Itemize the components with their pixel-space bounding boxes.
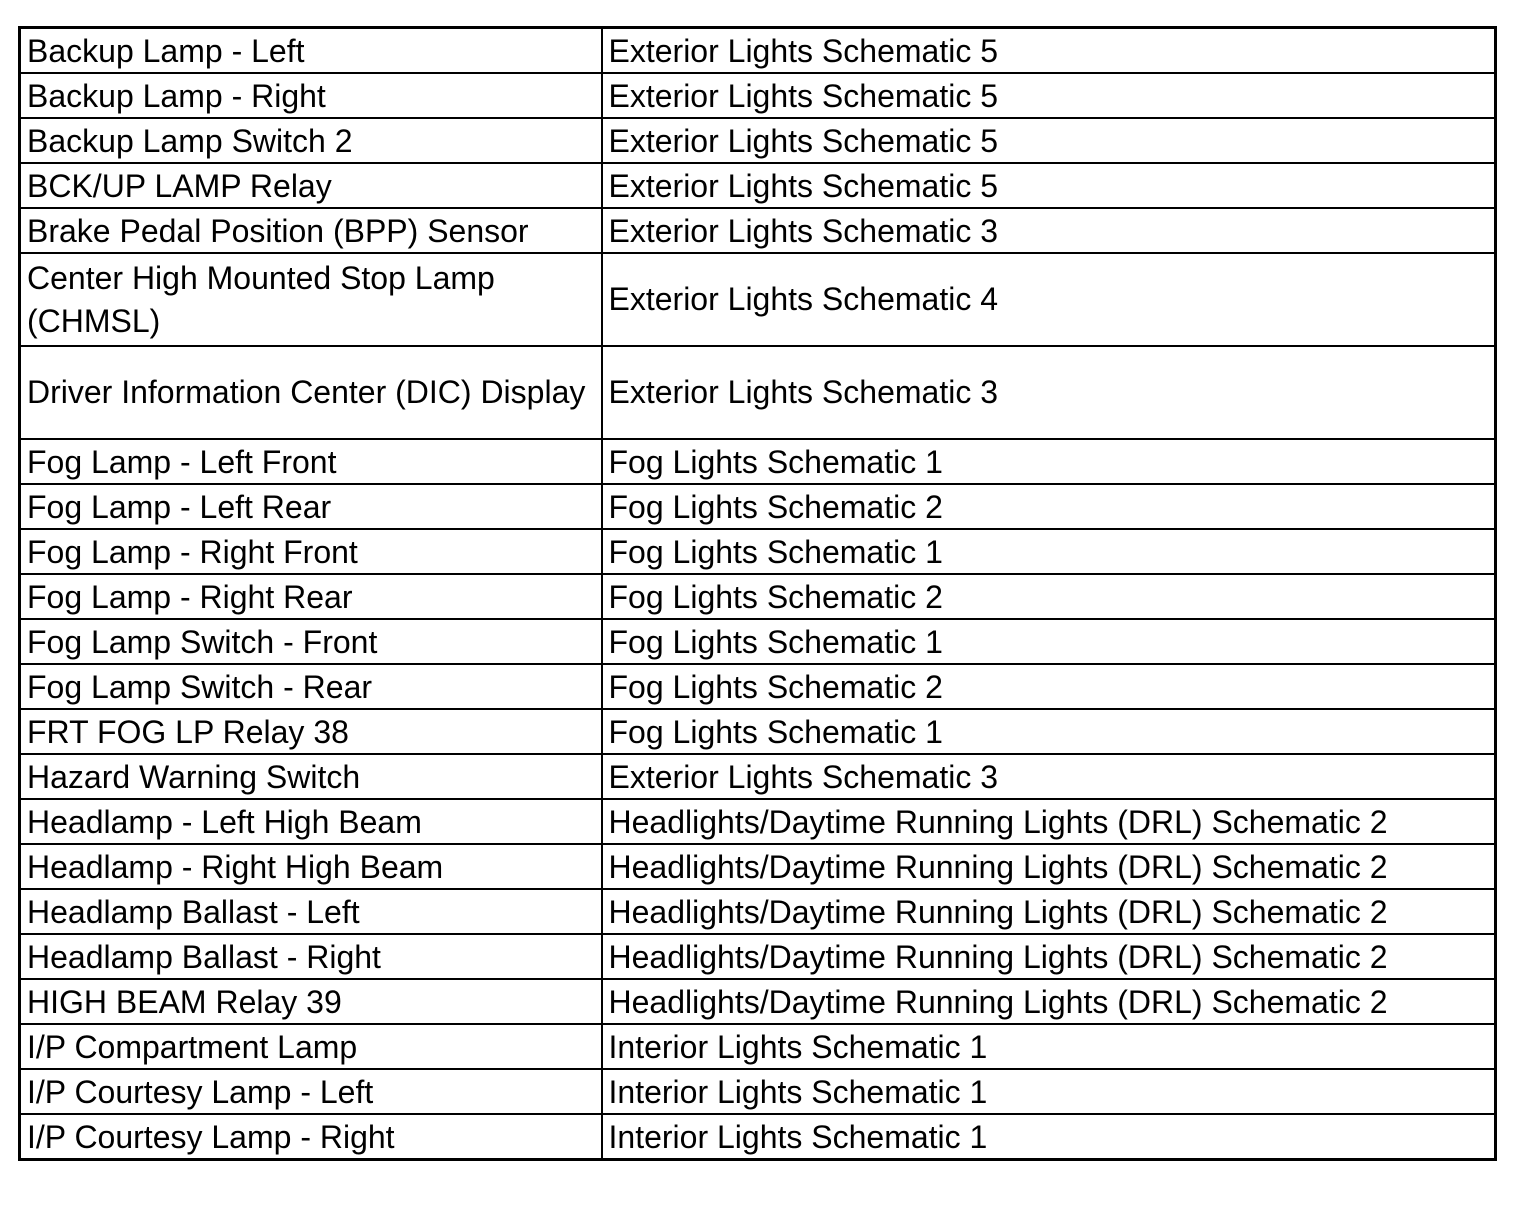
table-row (20, 844, 1496, 889)
table-row (20, 529, 1496, 574)
component-cell: Fog Lamp Switch - Rear (20, 664, 602, 709)
table-row (20, 1114, 1496, 1160)
table-row (20, 664, 1496, 709)
schematic-cell: Headlights/Daytime Running Lights (DRL) Schematic 2 (602, 844, 1496, 889)
schematic-cell: Fog Lights Schematic 1 (602, 619, 1496, 664)
table-row (20, 439, 1496, 484)
schematic-cell: Exterior Lights Schematic 5 (602, 118, 1496, 163)
component-cell: Headlamp - Left High Beam (20, 799, 602, 844)
table-row (20, 118, 1496, 163)
table-row (20, 934, 1496, 979)
component-cell: I/P Compartment Lamp (20, 1024, 602, 1069)
component-cell: Brake Pedal Position (BPP) Sensor (20, 208, 602, 253)
schematic-cell: Fog Lights Schematic 2 (602, 574, 1496, 619)
table-row (20, 754, 1496, 799)
schematic-cell: Headlights/Daytime Running Lights (DRL) Schematic 2 (602, 979, 1496, 1024)
component-cell: Center High Mounted Stop Lamp (CHMSL) (20, 253, 602, 346)
schematic-cell: Fog Lights Schematic 2 (602, 664, 1496, 709)
schematic-cell: Interior Lights Schematic 1 (602, 1024, 1496, 1069)
schematic-cell: Exterior Lights Schematic 5 (602, 28, 1496, 74)
table-row (20, 574, 1496, 619)
component-cell: Backup Lamp - Right (20, 73, 602, 118)
schematic-cell: Exterior Lights Schematic 3 (602, 754, 1496, 799)
component-cell: Fog Lamp - Left Rear (20, 484, 602, 529)
table-row (20, 28, 1496, 74)
table-row (20, 889, 1496, 934)
component-cell: Driver Information Center (DIC) Display (20, 346, 602, 439)
component-cell: HIGH BEAM Relay 39 (20, 979, 602, 1024)
table-body (20, 28, 1496, 1160)
schematic-cell: Headlights/Daytime Running Lights (DRL) Schematic 2 (602, 889, 1496, 934)
component-cell: Backup Lamp - Left (20, 28, 602, 74)
component-cell: I/P Courtesy Lamp - Right (20, 1114, 602, 1160)
table-row (20, 73, 1496, 118)
schematic-cell: Fog Lights Schematic 1 (602, 529, 1496, 574)
table-row (20, 163, 1496, 208)
table-row (20, 1069, 1496, 1114)
schematic-cell: Exterior Lights Schematic 3 (602, 208, 1496, 253)
component-cell: I/P Courtesy Lamp - Left (20, 1069, 602, 1114)
table-row (20, 799, 1496, 844)
schematic-cell: Exterior Lights Schematic 5 (602, 163, 1496, 208)
table-row (20, 709, 1496, 754)
schematic-cell: Headlights/Daytime Running Lights (DRL) Schematic 2 (602, 934, 1496, 979)
component-cell: Fog Lamp - Left Front (20, 439, 602, 484)
component-cell: Fog Lamp - Right Front (20, 529, 602, 574)
table-row (20, 346, 1496, 439)
table-row (20, 619, 1496, 664)
schematic-cell: Fog Lights Schematic 2 (602, 484, 1496, 529)
component-cell: BCK/UP LAMP Relay (20, 163, 602, 208)
schematic-cell: Fog Lights Schematic 1 (602, 709, 1496, 754)
schematic-cell: Interior Lights Schematic 1 (602, 1114, 1496, 1160)
schematic-cell: Exterior Lights Schematic 4 (602, 253, 1496, 346)
component-cell: Hazard Warning Switch (20, 754, 602, 799)
component-cell: Fog Lamp - Right Rear (20, 574, 602, 619)
schematic-cell: Headlights/Daytime Running Lights (DRL) Schematic 2 (602, 799, 1496, 844)
component-cell: Headlamp Ballast - Right (20, 934, 602, 979)
component-cell: Fog Lamp Switch - Front (20, 619, 602, 664)
table-row (20, 253, 1496, 346)
schematic-cell: Interior Lights Schematic 1 (602, 1069, 1496, 1114)
table-row (20, 208, 1496, 253)
table-row (20, 979, 1496, 1024)
component-cell: Backup Lamp Switch 2 (20, 118, 602, 163)
table-row (20, 1024, 1496, 1069)
schematic-cell: Fog Lights Schematic 1 (602, 439, 1496, 484)
component-index-table (18, 26, 1497, 1161)
component-cell: Headlamp - Right High Beam (20, 844, 602, 889)
component-cell: Headlamp Ballast - Left (20, 889, 602, 934)
table-row (20, 484, 1496, 529)
schematic-cell: Exterior Lights Schematic 5 (602, 73, 1496, 118)
schematic-cell: Exterior Lights Schematic 3 (602, 346, 1496, 439)
component-cell: FRT FOG LP Relay 38 (20, 709, 602, 754)
